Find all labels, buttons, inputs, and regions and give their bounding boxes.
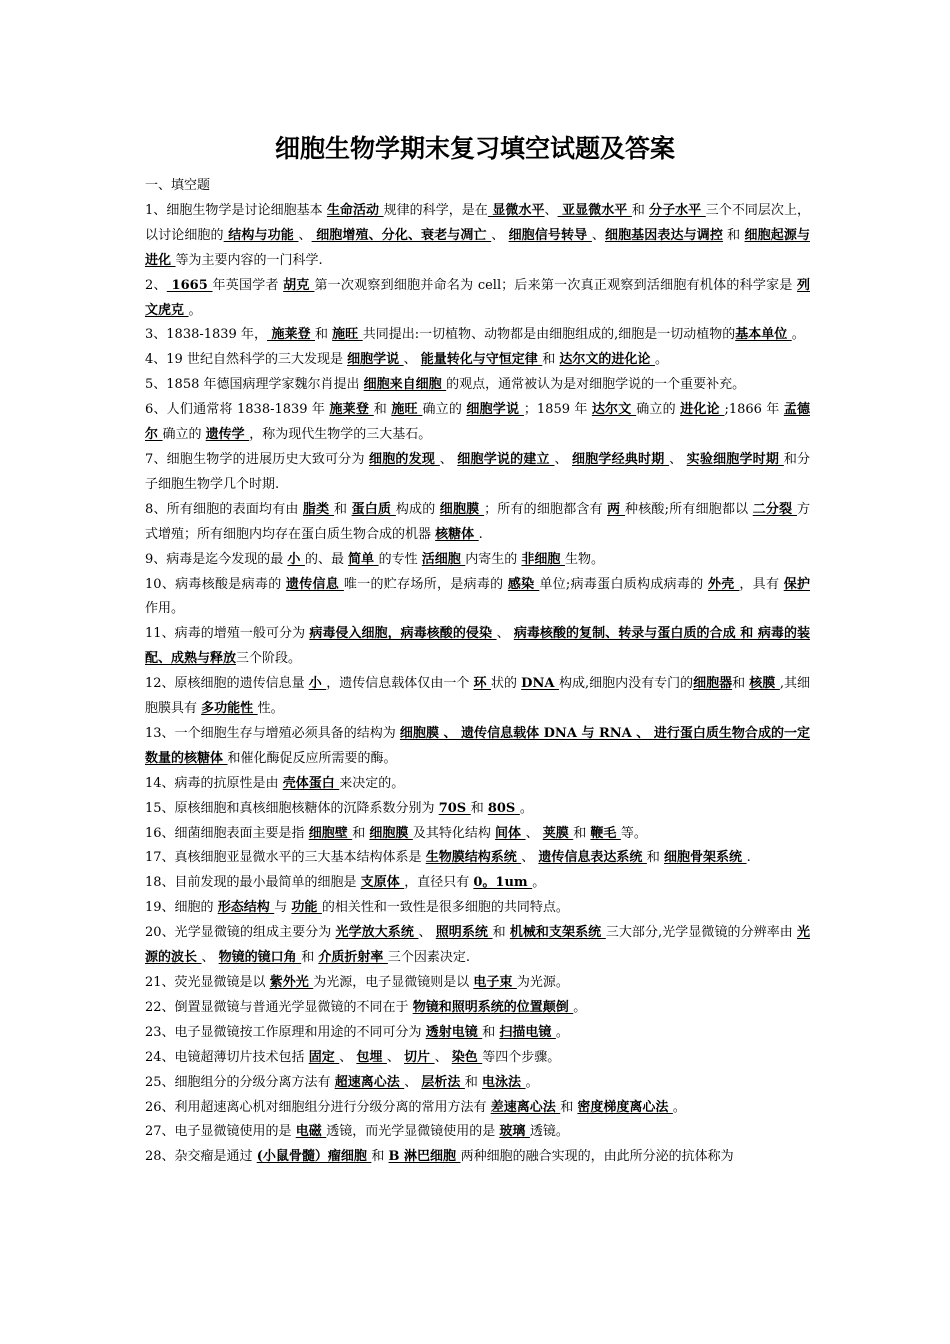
question-text: ；1859 年 bbox=[523, 402, 592, 418]
answer-blank: 壳体蛋白 bbox=[282, 775, 340, 791]
answer-blank: 电泳法 bbox=[482, 1074, 526, 1090]
answer-blank: 0。1um bbox=[473, 875, 533, 891]
question-text: 16、细菌细胞表面主要是指 bbox=[145, 825, 309, 841]
question-text: ;1866 年 bbox=[724, 402, 784, 418]
question-text: 23、电子显微镜按工作原理和用途的不同可分为 bbox=[145, 1024, 426, 1040]
question-text: 7、细胞生物学的进展历史大致可分为 bbox=[145, 451, 370, 467]
answer-blank: 细胞器 bbox=[693, 676, 733, 692]
question-text: 等为主要内容的一门科学. bbox=[175, 252, 323, 268]
answer-blank: 机械和支架系统 bbox=[509, 925, 606, 941]
question-item bbox=[145, 398, 810, 448]
question-item bbox=[145, 448, 810, 498]
question-text: 、 bbox=[554, 451, 572, 467]
question-item bbox=[145, 373, 810, 398]
question-text: 和分子细胞生物学几个时期. bbox=[145, 451, 811, 492]
question-text: 和 bbox=[722, 227, 745, 243]
question-text: ，遗传信息载体仅由一个 bbox=[326, 676, 474, 692]
question-item bbox=[145, 1120, 810, 1145]
answer-blank: 脂类 bbox=[302, 501, 335, 517]
question-text: 。 bbox=[654, 352, 668, 368]
question-text: 等。 bbox=[620, 825, 647, 841]
question-text: 、 bbox=[525, 825, 543, 841]
question-text: 25、细胞组分的分级分离方法有 bbox=[145, 1074, 335, 1090]
section-heading: 一、填空题 bbox=[145, 178, 211, 193]
question-text: 6、人们通常将 1838-1839 年 bbox=[145, 402, 330, 418]
question-text: 、 bbox=[434, 1049, 452, 1065]
question-text: 透镜，而光学显微镜使用的是 bbox=[326, 1124, 500, 1140]
question-text: 和 bbox=[301, 950, 319, 966]
question-text: 和 bbox=[315, 327, 333, 343]
answer-blank: 介质折射率 bbox=[318, 950, 388, 966]
question-text: 唯一的贮存场所，是病毒的 bbox=[343, 576, 508, 592]
question-text: 、 bbox=[591, 227, 605, 243]
question-text: 来决定的。 bbox=[339, 775, 405, 791]
question-text: 三大部分,光学显微镜的分辨率由 bbox=[605, 925, 797, 941]
answer-blank: 施旺 bbox=[332, 327, 363, 343]
question-text: 28、杂交瘤是通过 bbox=[145, 1149, 257, 1165]
question-text: 和 bbox=[464, 1074, 483, 1090]
question-item bbox=[145, 1071, 810, 1096]
answer-blank: 能量转化与守恒定律 bbox=[420, 352, 543, 368]
answer-blank: 电子束 bbox=[473, 975, 517, 990]
answer-blank: 细胞学说 bbox=[347, 352, 404, 368]
question-text: 和 bbox=[560, 1099, 578, 1115]
question-text: 构成的 bbox=[395, 501, 440, 517]
question-text: 、 bbox=[298, 227, 312, 243]
answer-blank: 非细胞 bbox=[521, 551, 565, 567]
question-item bbox=[145, 1046, 810, 1071]
answer-blank: 物镜和照明系统的位置颠倒 bbox=[412, 999, 574, 1015]
question-text: 12、原核细胞的遗传信息量 bbox=[145, 676, 309, 692]
answer-blank: 核糖体 bbox=[435, 526, 479, 542]
answer-blank: 外壳 bbox=[707, 576, 740, 592]
answer-blank: 遗传信息表达系统 bbox=[538, 850, 647, 866]
answer-blank: 遗传信息 bbox=[285, 576, 344, 592]
answer-blank: 细胞膜 bbox=[439, 501, 485, 517]
question-item bbox=[145, 797, 810, 822]
question-text: 构成,细胞内没有专门的 bbox=[558, 676, 694, 692]
answer-blank: 形态结构 bbox=[217, 900, 275, 916]
answer-blank: 扫描电镜 bbox=[499, 1024, 556, 1040]
question-text: 。 bbox=[555, 1024, 569, 1040]
question-text: 24、电镜超薄切片技术包括 bbox=[145, 1049, 309, 1065]
question-text: 。 bbox=[525, 1074, 539, 1090]
answer-blank: 小 bbox=[308, 676, 327, 692]
answer-blank: 达尔文的进化论 bbox=[559, 352, 655, 368]
question-item bbox=[145, 722, 810, 772]
page-title: 细胞生物学期末复习填空试题及答案 bbox=[274, 134, 675, 163]
answer-blank: 紫外光 bbox=[269, 975, 314, 990]
question-item bbox=[145, 822, 810, 847]
question-text: 和 bbox=[373, 402, 392, 418]
answer-blank: 小 bbox=[287, 551, 305, 567]
question-item bbox=[145, 498, 810, 548]
question-text: 确立的 bbox=[162, 427, 206, 443]
question-text: 规律的科学，是在 bbox=[383, 202, 488, 218]
question-text: 确立的 bbox=[422, 402, 467, 418]
question-text: 透镜。 bbox=[529, 1124, 569, 1140]
question-item bbox=[145, 274, 810, 324]
answer-blank: 细胞的发现 bbox=[369, 451, 440, 467]
question-text: ，直径只有 bbox=[404, 875, 474, 891]
question-text: ,其细胞膜具有 bbox=[145, 676, 810, 717]
question-text: ，具有 bbox=[739, 576, 784, 592]
question-text: 和 bbox=[334, 501, 352, 517]
answer-blank: 支原体 bbox=[360, 875, 405, 891]
answer-blank: 活细胞 bbox=[421, 551, 466, 567]
question-text: 作用。 bbox=[145, 601, 185, 617]
question-text: 第一次观察到细胞并命名为 cell；后来第一次真正观察到活细胞有机体的科学家是 bbox=[314, 277, 797, 293]
answer-blank: 施莱登 bbox=[329, 402, 374, 418]
question-text: 、 bbox=[521, 850, 539, 866]
question-text: 生物。 bbox=[564, 551, 604, 567]
question-text: 和 bbox=[646, 850, 665, 866]
answer-blank: 生物膜结构系统 bbox=[425, 850, 522, 866]
question-text: 及其特化结构 bbox=[412, 825, 496, 841]
question-item bbox=[145, 772, 810, 797]
answer-blank: 80S bbox=[487, 800, 520, 816]
answer-blank: 显微水平 bbox=[487, 202, 545, 218]
answer-blank: 感染 bbox=[507, 576, 540, 592]
question-text: 13、一个细胞生存与增殖必须具备的结构为 bbox=[145, 725, 400, 741]
answer-blank: 蛋白质 bbox=[351, 501, 396, 517]
question-item bbox=[145, 1096, 810, 1121]
answer-blank: 细胞学说 bbox=[466, 402, 524, 418]
question-text: 、 bbox=[404, 1074, 422, 1090]
answer-blank: 施旺 bbox=[391, 402, 423, 418]
answer-blank: 施莱登 bbox=[266, 327, 316, 343]
answer-blank: 生命活动 bbox=[326, 202, 384, 218]
answer-blank: 层析法 bbox=[421, 1074, 465, 1090]
answer-blank: 荚膜 bbox=[542, 825, 574, 841]
question-item bbox=[145, 199, 810, 274]
answer-blank: 结构与功能 bbox=[223, 227, 299, 243]
question-text: 单位;病毒蛋白质构成病毒的 bbox=[539, 576, 708, 592]
answer-blank: 分子水平 bbox=[649, 202, 706, 218]
question-item bbox=[145, 971, 810, 996]
question-text: 的专性 bbox=[378, 551, 422, 567]
question-text: 20、光学显微镜的组成主要分为 bbox=[145, 925, 336, 941]
question-text: 15、原核细胞和真核细胞核糖体的沉降系数分别为 bbox=[145, 800, 439, 816]
question-text: 22、倒置显微镜与普通光学显微镜的不同在于 bbox=[145, 999, 413, 1015]
answer-blank: 细胞膜 、 遗传信息载体 DNA 与 RNA 、 进行蛋白质生物合成的一定数量的核糖体 bbox=[145, 725, 810, 766]
answer-blank: 1665 bbox=[166, 277, 213, 293]
answer-blank: 和 病毒的装配、成熟与释放 bbox=[145, 626, 810, 667]
question-item bbox=[145, 348, 810, 373]
answer-blank: B 淋巴细胞 bbox=[388, 1149, 461, 1165]
answer-blank: 透射电镜 bbox=[425, 1024, 483, 1040]
answer-blank: 细胞起源与进化 bbox=[145, 227, 810, 268]
answer-blank: 细胞增殖、分化、衰老与凋亡 bbox=[311, 227, 492, 243]
question-text: 、 bbox=[439, 451, 458, 467]
question-text: 27、电子显微镜使用的是 bbox=[145, 1124, 296, 1140]
question-text: 确立的 bbox=[636, 402, 681, 418]
question-text: 为光源，电子显微镜则是以 bbox=[313, 975, 474, 990]
question-text: 、 bbox=[418, 925, 436, 941]
answer-blank: 基本单位 bbox=[735, 327, 792, 343]
answer-blank: 间体 bbox=[495, 825, 526, 841]
answer-blank: 遗传学 bbox=[205, 427, 250, 443]
question-text: 的观点，通常被认为是对细胞学说的一个重要补充。 bbox=[446, 377, 746, 393]
question-item bbox=[145, 1021, 810, 1046]
question-text: 和 bbox=[482, 1024, 500, 1040]
question-text: 和 bbox=[470, 800, 488, 816]
question-text: 1、细胞生物学是讨论细胞基本 bbox=[145, 202, 327, 218]
question-text: 19、细胞的 bbox=[145, 900, 218, 916]
question-text: 17、真核细胞亚显微水平的三大基本结构体系是 bbox=[145, 850, 426, 866]
answer-blank: 简单 bbox=[348, 551, 379, 567]
answer-blank: 核膜 bbox=[749, 676, 780, 692]
question-text: 内寄生的 bbox=[465, 551, 522, 567]
question-text: 、 bbox=[544, 202, 558, 218]
question-text: 和 bbox=[631, 202, 650, 218]
question-text: 。 bbox=[532, 875, 546, 891]
question-text: 9、病毒是迄今发现的最 bbox=[145, 551, 288, 567]
question-text: 5、1858 年德国病理学家魏尔肖提出 bbox=[145, 377, 364, 393]
question-text: ，称为现代生物学的三大基石。 bbox=[249, 427, 432, 443]
question-text: 、 bbox=[496, 626, 514, 642]
question-text: 三个不同层次上，以讨论细胞的 bbox=[145, 202, 810, 243]
question-text: 为光源。 bbox=[516, 975, 569, 990]
question-item bbox=[145, 672, 810, 722]
answer-blank: 密度梯度离心法 bbox=[577, 1099, 673, 1115]
question-text: 性。 bbox=[257, 701, 284, 717]
answer-blank: 二分裂 bbox=[752, 501, 797, 517]
answer-blank: 染色 bbox=[451, 1049, 483, 1065]
answer-blank: 细胞基因表达与调控 bbox=[604, 227, 723, 243]
question-text: 等四个步骤。 bbox=[482, 1049, 561, 1065]
answer-blank: 细胞骨架系统 bbox=[664, 850, 747, 866]
question-text: 年英国学者 bbox=[212, 277, 284, 293]
answer-blank: 亚显微水平 bbox=[557, 202, 632, 218]
question-text: ；所有的细胞都含有 bbox=[484, 501, 608, 517]
question-text: 21、荧光显微镜是以 bbox=[145, 975, 270, 990]
question-text: 、 bbox=[491, 227, 509, 243]
question-item bbox=[145, 846, 810, 871]
question-text: 种核酸;所有细胞都以 bbox=[625, 501, 753, 517]
question-text: 三个因素决定. bbox=[387, 950, 471, 966]
question-text: 、 bbox=[403, 352, 421, 368]
answer-blank: 切片 bbox=[404, 1049, 435, 1065]
question-text: 和 bbox=[542, 352, 560, 368]
answer-blank: DNA bbox=[521, 676, 559, 692]
question-text: 的相关性和一致性是很多细胞的共同特点。 bbox=[321, 900, 569, 916]
question-text: 方式增殖；所有细胞内均存在蛋白质生物合成的机器 bbox=[145, 501, 811, 542]
question-text: 14、病毒的抗原性是由 bbox=[145, 775, 283, 791]
question-text: 的、最 bbox=[304, 551, 349, 567]
question-text: 和 bbox=[371, 1149, 389, 1165]
question-text: . bbox=[478, 526, 483, 542]
question-text: 与 bbox=[274, 900, 292, 916]
question-item bbox=[145, 323, 810, 348]
document-body bbox=[145, 174, 810, 1170]
answer-blank: 进化论 bbox=[680, 402, 725, 418]
answer-blank: 固定 bbox=[308, 1049, 340, 1065]
answer-blank: 细胞学经典时期 bbox=[571, 451, 670, 467]
answer-blank: 玻璃 bbox=[499, 1124, 530, 1140]
question-text: 、 bbox=[386, 1049, 405, 1065]
answer-blank: 光源的波长 bbox=[145, 925, 811, 966]
question-text: 、 bbox=[339, 1049, 357, 1065]
answer-blank: 两 bbox=[607, 501, 626, 517]
question-text: 。 bbox=[573, 999, 587, 1015]
question-text: 4、19 世纪自然科学的三大发现是 bbox=[145, 352, 348, 368]
question-text: 3、1838-1839 年， bbox=[145, 327, 267, 343]
answer-blank: 列文虎克 bbox=[145, 277, 810, 318]
question-text: 。 bbox=[188, 302, 202, 318]
question-text: 。 bbox=[672, 1099, 686, 1115]
answer-blank: 孟德尔 bbox=[145, 402, 810, 443]
question-text: 和 bbox=[352, 825, 370, 841]
answer-blank: (小鼠骨髓）瘤细胞 bbox=[256, 1149, 372, 1165]
question-item bbox=[145, 996, 810, 1021]
question-text: 11、病毒的增殖一般可分为 bbox=[145, 626, 310, 642]
answer-blank: 电磁 bbox=[295, 1124, 327, 1140]
question-text: 两种细胞的融合实现的，由此所分泌的抗体称为 bbox=[460, 1149, 734, 1165]
answer-blank: 超速离心法 bbox=[334, 1074, 405, 1090]
answer-blank: 多功能性 bbox=[201, 701, 258, 717]
question-item bbox=[145, 871, 810, 896]
answer-blank: 病毒核酸的复制、转录与蛋白质的合成 bbox=[513, 626, 741, 642]
answer-blank: 鞭毛 bbox=[590, 825, 621, 841]
question-text: 和催化酶促反应所需要的酶。 bbox=[227, 750, 397, 766]
question-item bbox=[145, 921, 810, 971]
answer-blank: 细胞来自细胞 bbox=[363, 377, 447, 393]
question-text: 8、所有细胞的表面均有由 bbox=[145, 501, 303, 517]
answer-blank: 保护 bbox=[783, 576, 810, 592]
question-text: 状的 bbox=[491, 676, 522, 692]
answer-blank: 光学放大系统 bbox=[335, 925, 419, 941]
answer-blank: 达尔文 bbox=[591, 402, 637, 418]
question-text: 和 bbox=[573, 825, 591, 841]
question-item bbox=[145, 622, 810, 672]
question-text: 10、病毒核酸是病毒的 bbox=[145, 576, 286, 592]
answer-blank: 物镜的镜口角 bbox=[218, 950, 302, 966]
question-text: 。 bbox=[791, 327, 805, 343]
answer-blank: 包埋 bbox=[356, 1049, 387, 1065]
answer-blank: 细胞学说的建立 bbox=[457, 451, 555, 467]
question-text: . bbox=[746, 850, 751, 866]
question-text: 和 bbox=[492, 925, 510, 941]
question-item bbox=[145, 573, 810, 623]
answer-blank: 细胞信号转导 bbox=[508, 227, 592, 243]
question-text: 共同提出:一切植物、动物都是由细胞组成的,细胞是一切动植物的 bbox=[362, 327, 736, 343]
answer-blank: 环 bbox=[473, 676, 492, 692]
question-item bbox=[145, 548, 810, 573]
question-item bbox=[145, 1145, 810, 1170]
answer-blank: 照明系统 bbox=[435, 925, 493, 941]
question-text: 。 bbox=[519, 800, 533, 816]
question-text: 2、 bbox=[145, 277, 167, 293]
question-text: 、 bbox=[669, 451, 687, 467]
answer-blank: 胡克 bbox=[283, 277, 315, 293]
answer-blank: 细胞膜 bbox=[369, 825, 413, 841]
question-text: 三个阶段。 bbox=[236, 651, 302, 667]
answer-blank: 病毒侵入细胞，病毒核酸的侵染 bbox=[309, 626, 497, 642]
answer-blank: 细胞壁 bbox=[308, 825, 353, 841]
answer-blank: 差速离心法 bbox=[490, 1099, 561, 1115]
answer-blank: 功能 bbox=[291, 900, 322, 916]
question-text: 、 bbox=[201, 950, 219, 966]
answer-blank: 70S bbox=[438, 800, 471, 816]
question-text: 26、利用超速离心机对细胞组分进行分级分离的常用方法有 bbox=[145, 1099, 491, 1115]
answer-blank: 实验细胞学时期 bbox=[686, 451, 784, 467]
question-item bbox=[145, 896, 810, 921]
question-text: 18、目前发现的最小最简单的细胞是 bbox=[145, 875, 361, 891]
question-text: 和 bbox=[732, 676, 750, 692]
